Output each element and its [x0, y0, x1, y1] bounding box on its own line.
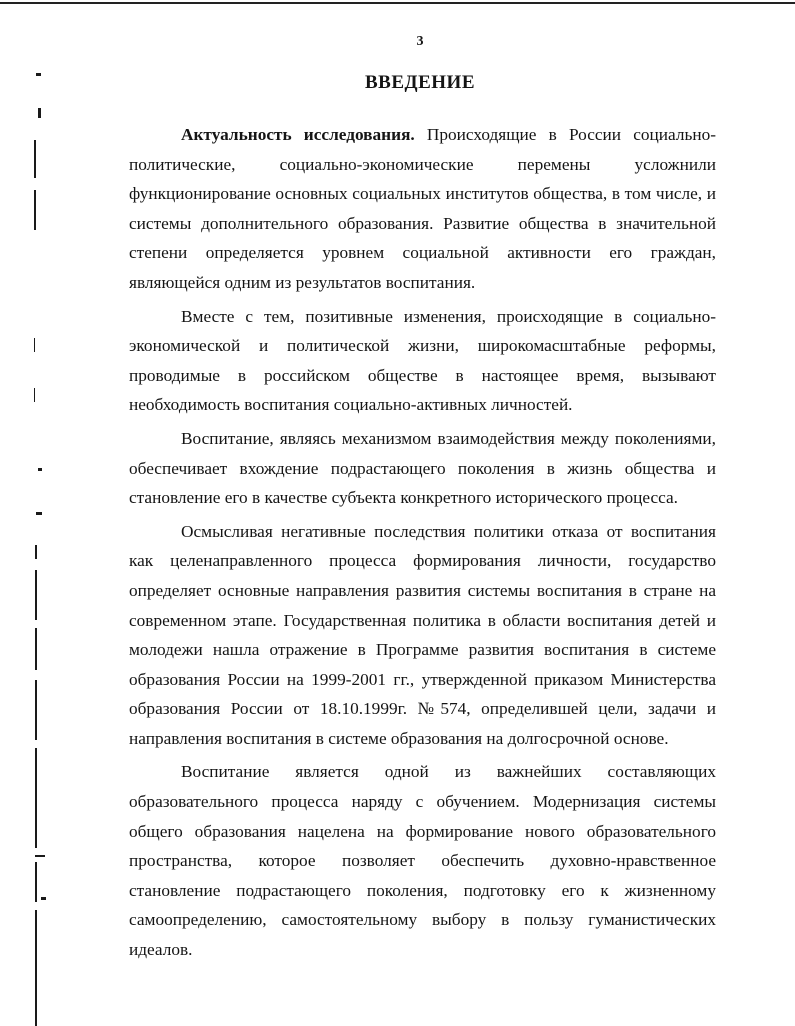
page-title: ВВЕДЕНИЕ — [365, 72, 475, 93]
paragraph-text: Воспитание является одной из важнейших составляющих образовательного процесса наряду с обучением. Модернизация системы общего образования нацелена на формирование нового образовательного пространства, которое позволяет обеспечить духовно-нравственное становление подрастающего поколения, подготовку его к жизненному самоопределению, самостоятельному выбору в пользу гуманистических идеалов. — [129, 762, 716, 960]
paragraph-text: Вместе с тем, позитивные изменения, происходящие в социально-экономической и политической жизни, широкомасштабные реформы, проводимые в российском обществе в настоящее время, вызывают необходимость воспитания социально-активных личностей. — [129, 306, 716, 415]
paragraph — [129, 302, 716, 420]
top-scan-rule — [0, 2, 795, 4]
paragraph — [129, 517, 716, 754]
page-number: 3 — [416, 34, 424, 49]
paragraph-text: Происходящие в России социально-политические, социально-экономические перемены усложнили функционирование основных социальных институтов общества, в том числе, и системы дополнительного образования. Развитие общества в значительной степени определяется уровнем социальной активности его граждан, являющейся одним из результатов воспитания. — [129, 125, 716, 292]
paragraph-text: Осмысливая негативные последствия политики отказа от воспитания как целенаправленного процесса формирования личности, государство определяет основные направления развития системы воспитания в стране на современном этапе. Государственная политика в области воспитания детей и молодежи нашла отражение в Программе развития воспитания в системе образования России на 1999-2001 гг., утвержденной приказом Министерства образования России от 18.10.1999г. №574, определившей цели, задачи и направления воспитания в системе образования на долгосрочной основе. — [129, 521, 716, 748]
paragraph-relevance — [129, 120, 716, 298]
document-body — [129, 120, 716, 969]
paragraph-text: Воспитание, являясь механизмом взаимодействия между поколениями, обеспечивает вхождение подрастающего поколения в жизнь общества и становление его в качестве субъекта конкретного исторического процесса. — [129, 428, 716, 508]
paragraph — [129, 424, 716, 513]
section-lead: Актуальность исследования. — [181, 125, 415, 144]
paragraph — [129, 757, 716, 964]
